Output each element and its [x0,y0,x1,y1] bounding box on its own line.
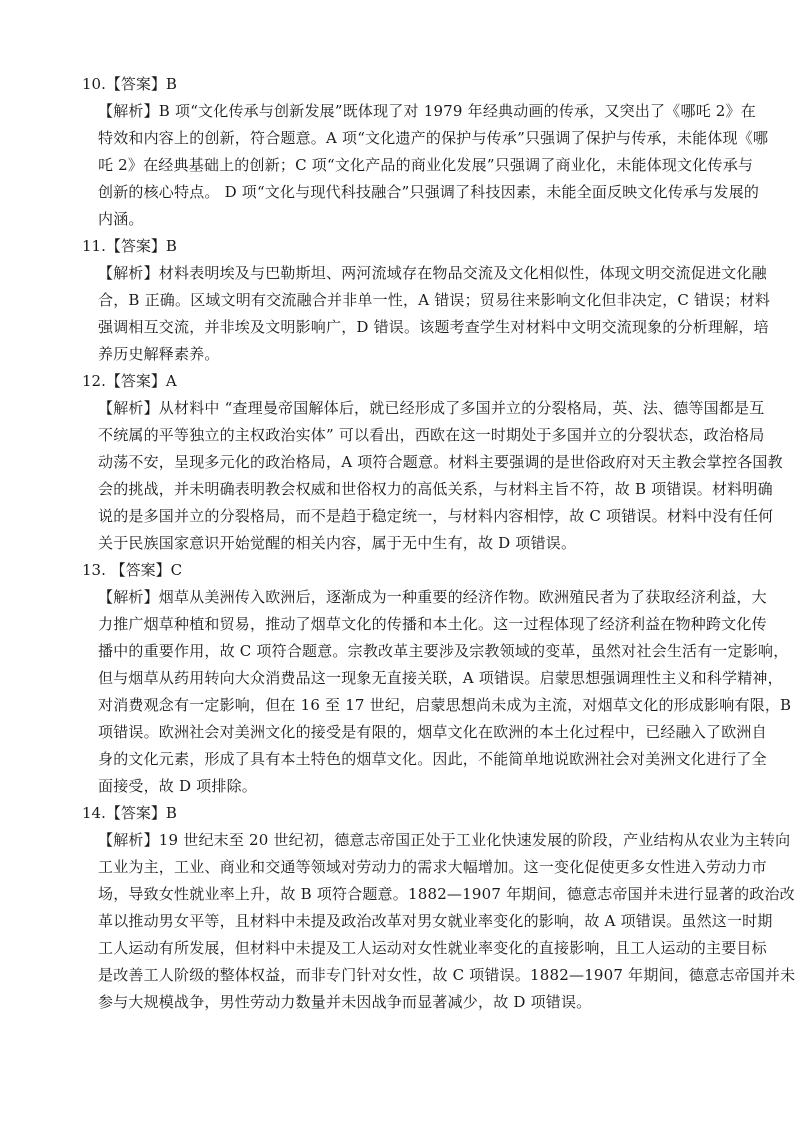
explanation-line: 强调相互交流，并非埃及文明影响广，D 错误。该题考查学生对材料中文明交流现象的分析理解，培 [98,318,769,336]
explanation-line: 【解析】材料表明埃及与巴勒斯坦、两河流域存在物品交流及文化相似性，体现文明交流促进文化融 [98,264,767,282]
explanation-line: 【解析】19 世纪末至 20 世纪初，德意志帝国正处于工业化快速发展的阶段，产业结构从农业为主转向 [98,831,791,849]
explanation-line: 特效和内容上的创新，符合题意。A 项“文化遗产的保护与传承”只强调了保护与传承，未能体现《哪 [98,129,769,147]
answer-document [0,71,800,1016]
explanation-line: 播中的重要作用，故 C 项符合题意。宗教改革主要涉及宗教领域的变革，虽然对社会生活有一定影响， [98,642,789,660]
explanation-line: 关于民族国家意识开始觉醒的相关内容，属于无中生有，故 D 项错误。 [98,534,577,552]
explanation-line: 场，导致女性就业率上升，故 B 项符合题意。1882—1907 年期间，德意志帝国并未进行显著的政治改 [98,885,795,903]
explanation-line: 创新的核心特点。 D 项“文化与现代科技融合”只强调了科技因素，未能全面反映文化传承与发展的 [98,183,760,201]
explanation-line: 动荡不安，呈现多元化的政治格局，A 项符合题意。材料主要强调的是世俗政府对天主教会掌控各国教 [98,453,783,471]
explanation-line: 合，B 正确。区域文明有交流融合并非单一性，A 错误；贸易往来影响文化但非决定，C 错误；材料 [98,291,771,309]
explanation-line: 是改善工人阶级的整体权益，而非专门针对女性，故 C 项错误。1882—1907 年期间，德意志帝国并未 [98,966,796,984]
answer-item [0,557,800,800]
explanation-line: 身的文化元素，形成了具有本土特色的烟草文化。因此，不能简单地说欧洲社会对美洲文化进行了全 [98,750,767,768]
explanation-line: 参与大规模战争，男性劳动力数量并未因战争而显著减少，故 D 项错误。 [98,993,592,1011]
answer-item [0,71,800,233]
explanation [0,260,771,368]
explanation-line: 力推广烟草种植和贸易，推动了烟草文化的传播和本土化。这一过程体现了经济利益在物种跨文化传 [98,615,767,633]
explanation [0,395,783,557]
answer-heading: 13. 【答案】C [82,561,183,579]
explanation-line: 对消费观念有一定影响，但在 16 至 17 世纪，启蒙思想尚未成为主流，对烟草文化的形成影响有限，B [98,696,792,714]
answer-item [0,368,800,557]
answer-heading: 14.【答案】B [82,804,177,822]
explanation-line: 【解析】烟草从美洲传入欧洲后，逐渐成为一种重要的经济作物。欧洲殖民者为了获取经济利益，大 [98,588,767,606]
explanation [0,584,792,800]
explanation-line: 内涵。 [98,210,144,228]
explanation-line: 革以推动男女平等，且材料中未提及政治改革对男女就业率变化的影响，故 A 项错误。虽然这一时期 [98,912,773,930]
answer-item [0,233,800,368]
explanation-line: 会的挑战，并未明确表明教会权威和世俗权力的高低关系，与材料主旨不符，故 B 项错误。材料明确 [98,480,773,498]
explanation-line: 【解析】从材料中 “查理曼帝国解体后，就已经形成了多国并立的分裂格局，英、法、德等国都是互 [98,399,765,417]
explanation-line: 工业为主，工业、商业和交通等领域对劳动力的需求大幅增加。这一变化促使更多女性进入劳动力市 [98,858,767,876]
explanation-line: 说的是多国并立的分裂格局，而不是趋于稳定统一，与材料内容相悖，故 C 项错误。材料中没有任何 [98,507,774,525]
explanation-line: 面接受，故 D 项排除。 [98,777,257,795]
explanation-line: 吒 2》在经典基础上的创新；C 项“文化产品的商业化发展”只强调了商业化，未能体现文化传承与 [98,156,754,174]
explanation-line: 项错误。欧洲社会对美洲文化的接受是有限的，烟草文化在欧洲的本土化过程中，已经融入了欧洲自 [98,723,767,741]
explanation-line: 工人运动有所发展，但材料中未提及工人运动对女性就业率变化的直接影响，且工人运动的主要目标 [98,939,767,957]
explanation [0,98,769,233]
answer-heading: 12.【答案】A [82,372,177,390]
answer-heading: 11.【答案】B [82,237,177,255]
answer-item [0,800,800,1016]
explanation-line: 养历史解释素养。 [98,345,220,363]
explanation [0,827,796,1016]
answer-heading: 10.【答案】B [82,75,177,93]
explanation-line: 【解析】B 项“文化传承与创新发展”既体现了对 1979 年经典动画的传承，又突出了《哪吒 2》在 [98,102,756,120]
explanation-line: 不统属的平等独立的主权政治实体” 可以看出，西欧在这一时期处于多国并立的分裂状态，政治格局 [98,426,765,444]
explanation-line: 但与烟草从药用转向大众消费品这一现象无直接关联，A 项错误。启蒙思想强调理性主义和科学精神， [98,669,783,687]
